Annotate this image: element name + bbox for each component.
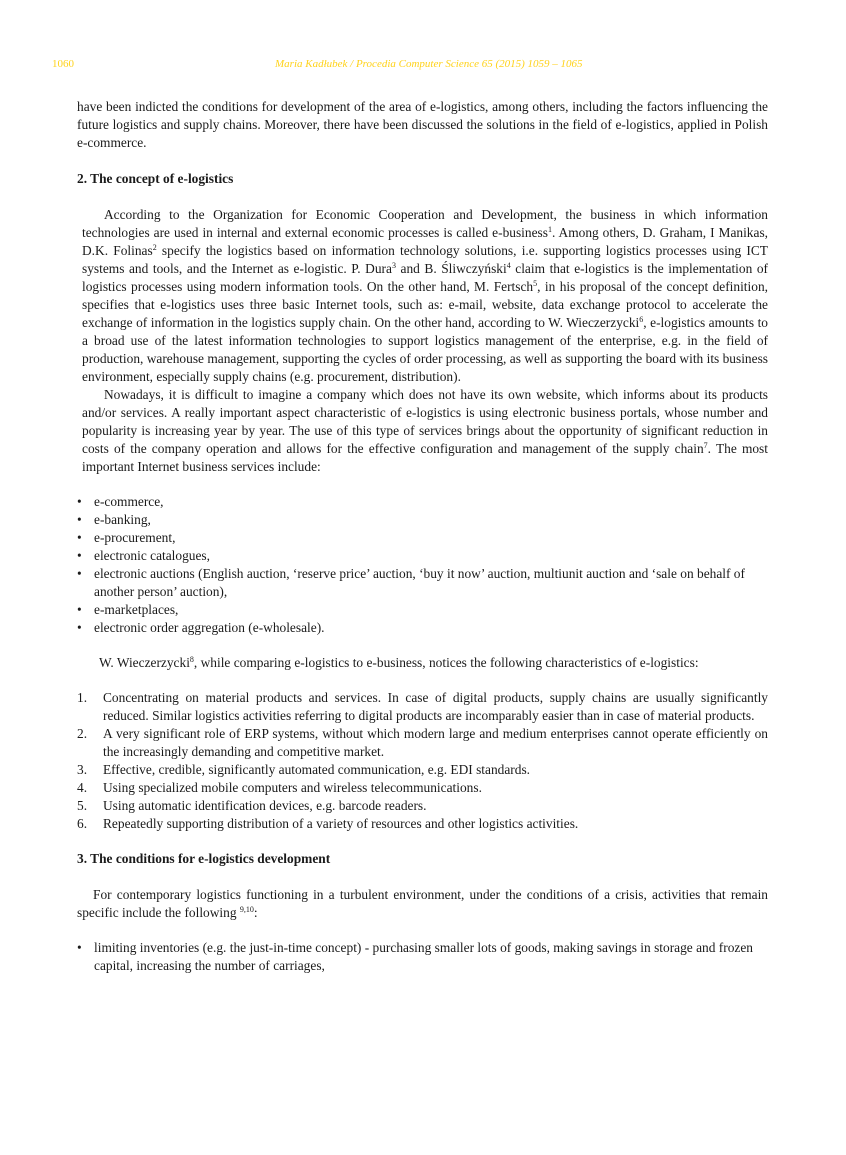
list-item: 6. Repeatedly supporting distribution of a variety of resources and other logistics activities.: [77, 816, 579, 831]
intro-paragraph: have been indicted the conditions for development of the area of e-logistics, among others, including the factors influencing the future logistics and supply chains. Moreover, there have been discussed the solutions in the field of e-logistics, applied in Polish e-commerce.: [77, 99, 768, 150]
bullet-icon: •: [77, 512, 82, 527]
section-3-heading: 3. The conditions for e-logistics development: [77, 851, 331, 866]
bullet-icon: •: [77, 620, 82, 635]
list-item: 5. Using automatic identification devices, e.g. barcode readers.: [77, 798, 427, 813]
list-item: 2. A very significant role of ERP systems, without which modern large and medium enterprises cannot operate efficiently on the increasingly demanding and competitive market.: [77, 726, 768, 759]
footnote-ref: 1: [547, 225, 552, 234]
list-item: • e-procurement,: [77, 530, 176, 545]
bullet-icon: •: [77, 530, 82, 545]
list-item: 3. Effective, credible, significantly automated communication, e.g. EDI standards.: [77, 762, 530, 777]
footnote-ref: 9,10: [239, 905, 254, 914]
bullet-icon: •: [77, 940, 82, 955]
list-item: • e-marketplaces,: [77, 602, 179, 617]
list-item: 1. Concentrating on material products and services. In case of digital products, supply chains are usually significantly reduced. Similar logistics activities referring to digital products are incomparably easier than in case of material products.: [77, 690, 768, 723]
internet-services-list: [77, 493, 768, 637]
concept-paragraph-2: Nowadays, it is difficult to imagine a company which does not have its own website, which informs about its products and/or services. A really important aspect characteristic of e-logistics is using electronic business portals, whose number and popularity is increasing year by year. The use of this type of services brings about the opportunity of significant reduction in costs of the company operation and allows for the effective configuration and management of the supply chain$^7$. The most important Internet business services include:: [82, 387, 768, 474]
footnote-ref: 4: [506, 261, 511, 270]
running-header: [0, 58, 846, 74]
list-item: • electronic catalogues,: [77, 548, 210, 563]
list-item: • electronic auctions (English auction, ‘reserve price’ auction, ‘buy it now’ auction, multiunit auction and ‘sale on behalf of another person’ auction),: [77, 566, 745, 599]
bullet-icon: •: [77, 548, 82, 563]
list-item: • e-banking,: [77, 512, 151, 527]
list-item: • limiting inventories (e.g. the just-in-time concept) - purchasing smaller lots of goods, making savings in storage and frozen capital, increasing the number of carriages,: [77, 940, 753, 973]
footnote-ref: 2: [152, 243, 157, 252]
conditions-paragraph: For contemporary logistics functioning in a turbulent environment, under the conditions of a crisis, activities that remain specific include the following $^{9,10}$:: [77, 887, 768, 920]
footnote-ref: 3: [391, 261, 396, 270]
footnote-ref: 7: [703, 441, 708, 450]
footnote-ref: 8: [189, 655, 194, 664]
bullet-icon: •: [77, 494, 82, 509]
concept-paragraph-1: According to the Organization for Economic Cooperation and Development, the business in which information technologies are used in internal and external economic processes is called e-business$^1$. Among others, D. Graham, I Manikas, D.K. Folinas$^2$ specify the logistics based on information technology solutions, i.e. supporting logistics processes using ICT systems and tools, and the Internet as e-logistic. P. Dura$^3$ and B. Śliwczyński$^4$ claim that e-logistics is the implementation of logistics processes using modern information tools. On the other hand, M. Fertsch$^5$, in his proposal of the concept definition, specifies that e-logistics uses three basic Internet tools, such as: e-mail, website, data exchange protocol to accelerate the exchange of information in the logistics supply chain. On the other hand, according to W. Wieczerzycki$^6$, e-logistics amounts to a broad use of the latest information technologies to support logistics management of the enterprise, e.g. in the field of production, warehouse management, supporting the cycles of order processing, as well as supporting the board with its business environment, especially supply chains (e.g. procurement, distribution).: [82, 207, 769, 384]
running-title: Maria Kadłubek / Procedia Computer Science 65 (2015) 1059 – 1065: [275, 58, 583, 70]
section-2-heading: 2. The concept of e-logistics: [77, 171, 234, 186]
list-item: • electronic order aggregation (e-wholesale).: [77, 620, 325, 635]
characteristics-list: [77, 689, 768, 833]
footnote-ref: 6: [639, 315, 644, 324]
bullet-icon: •: [77, 602, 82, 617]
list-item: • e-commerce,: [77, 494, 164, 509]
page-number: 1060: [52, 58, 74, 70]
bullet-icon: •: [77, 566, 82, 581]
list-item: 4. Using specialized mobile computers and wireless telecommunications.: [77, 780, 482, 795]
characteristics-intro: W. Wieczerzycki$^8$, while comparing e-logistics to e-business, notices the following characteristics of e-logistics:: [99, 655, 699, 670]
page-body: [77, 98, 768, 975]
footnote-ref: 5: [533, 279, 538, 288]
logistics-activities-list: [77, 939, 768, 975]
